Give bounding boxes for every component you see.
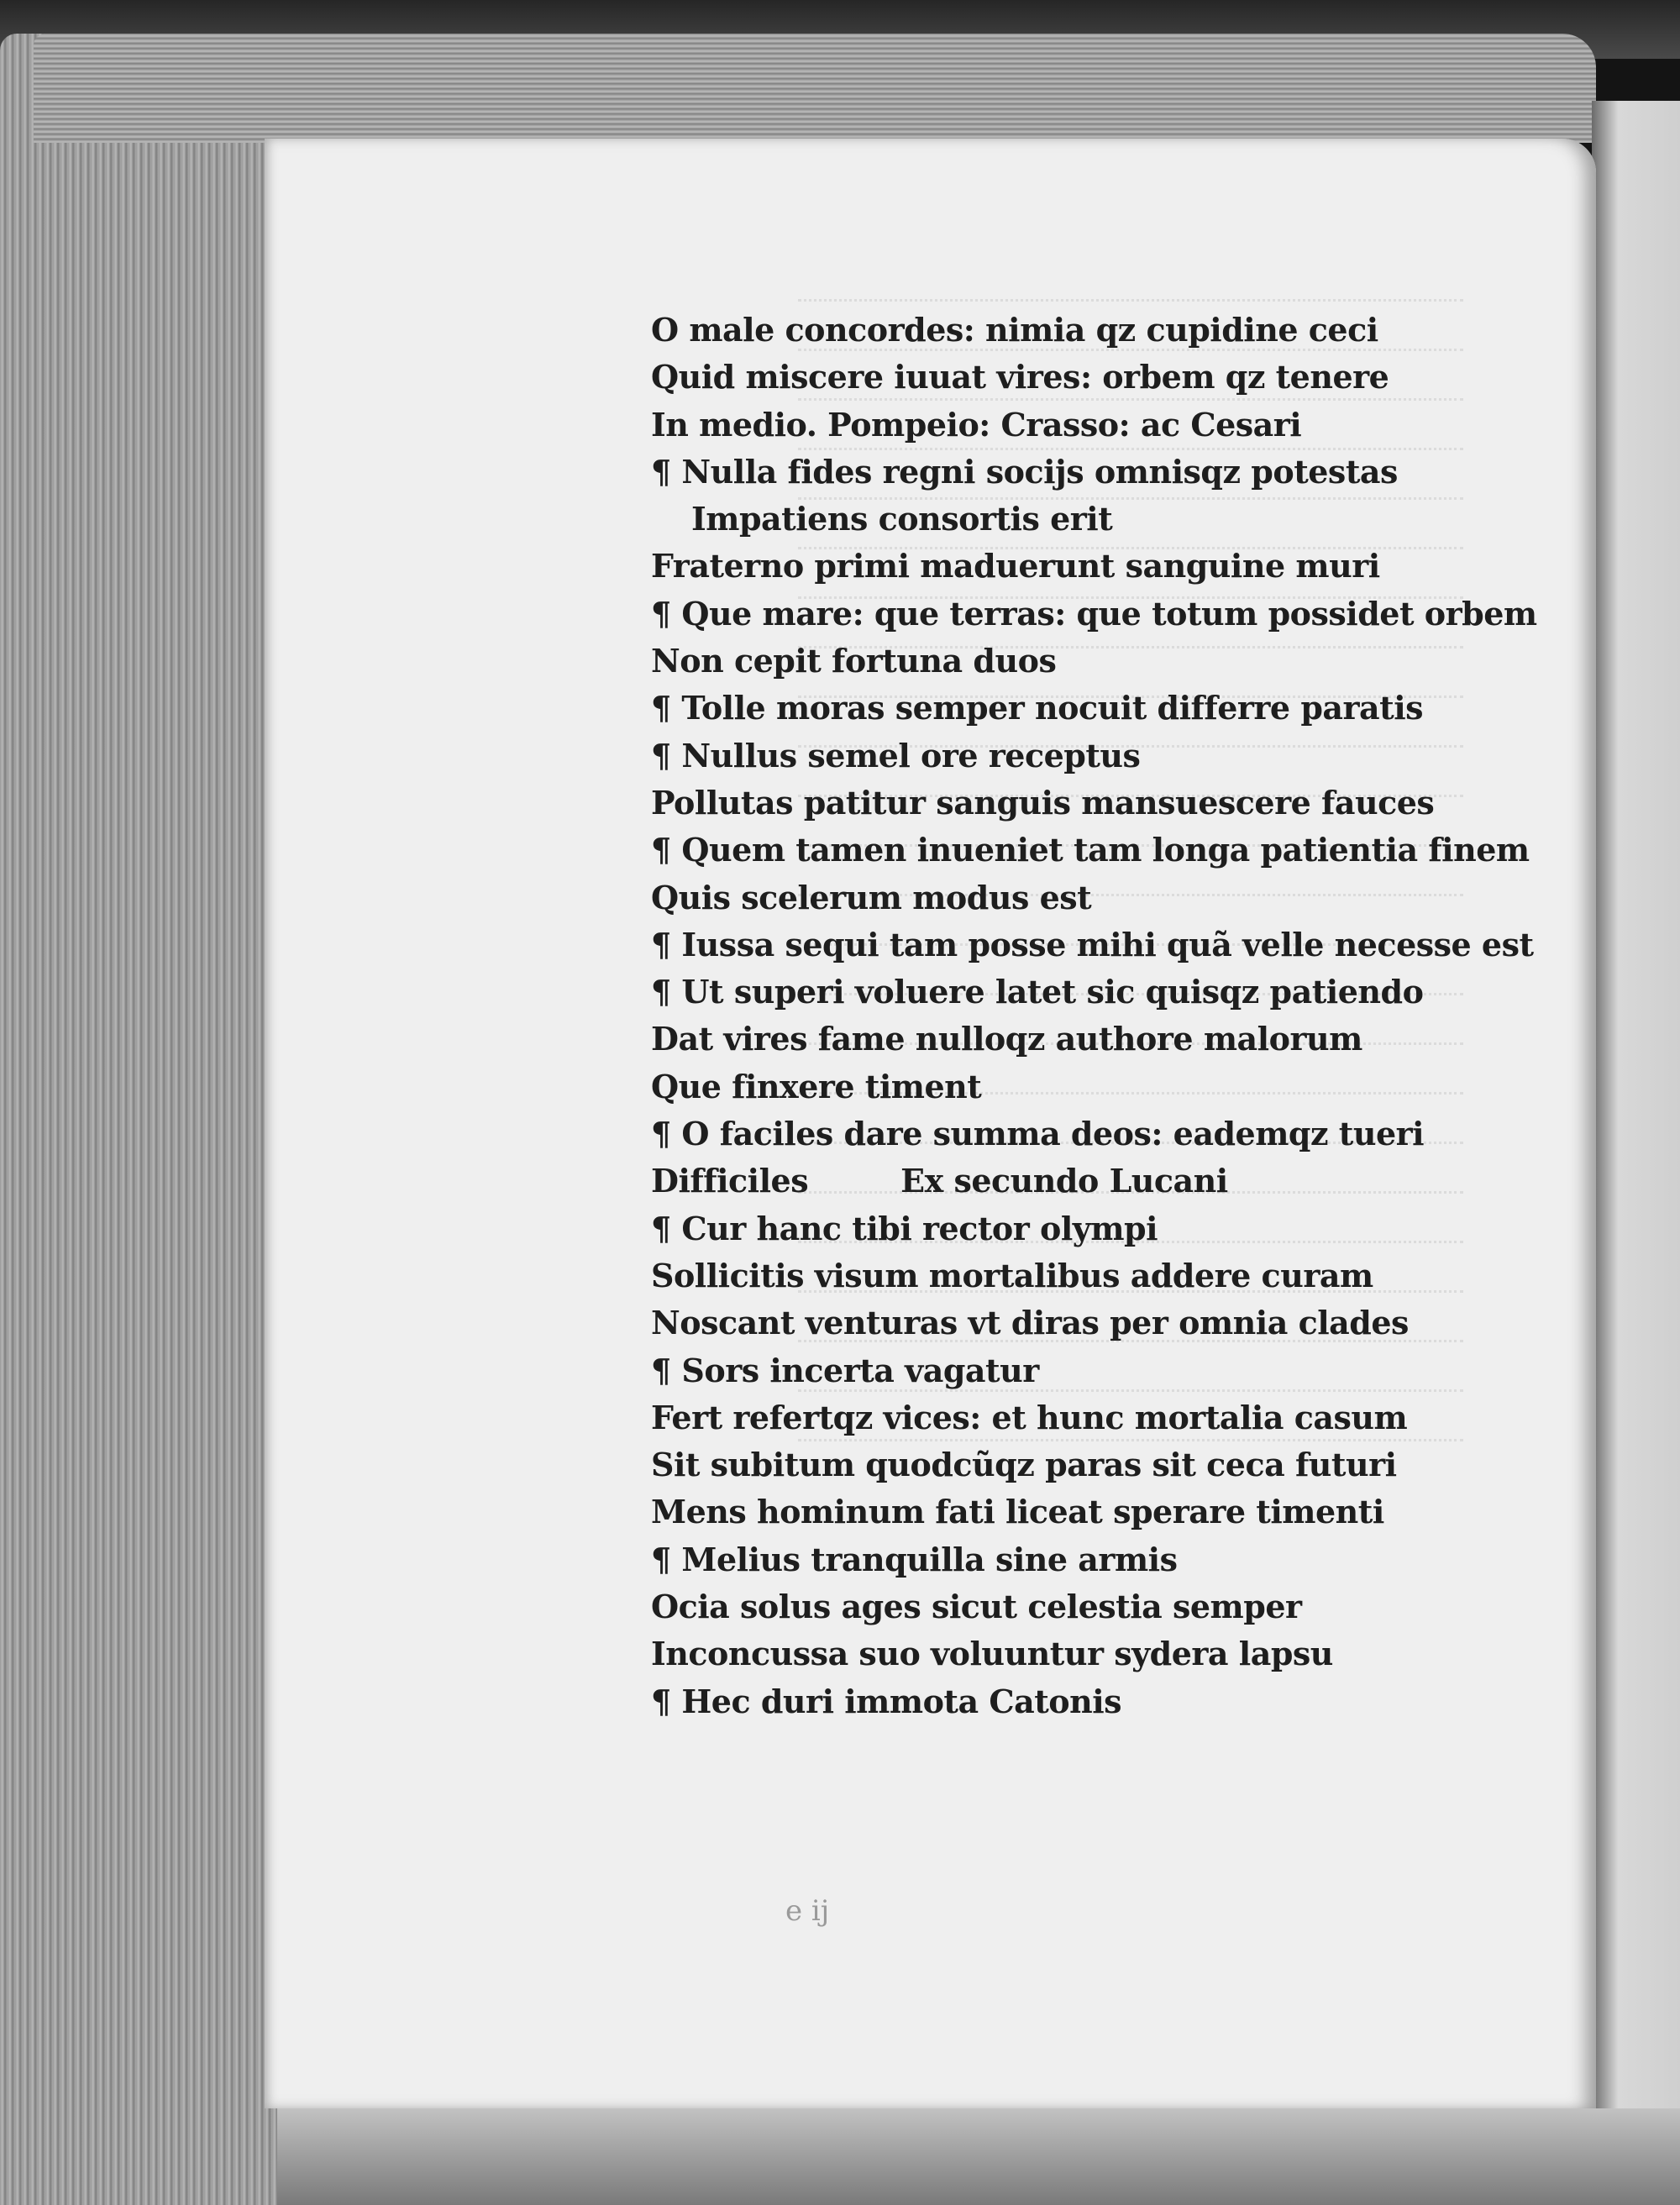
page-edges-top: [34, 34, 1596, 143]
text-line: Fraterno primi maduerunt sanguine muri: [651, 547, 1380, 585]
text-line: ¶ Quem tamen inueniet tam longa patientia finem: [651, 831, 1530, 869]
page-edges-bottom: [277, 2108, 1680, 2205]
text-line: Sollicitis visum mortalibus addere curam: [651, 1256, 1373, 1294]
text-line: ¶ Cur hanc tibi rector olympi: [651, 1209, 1158, 1247]
page-edges-left: [0, 34, 277, 2205]
text-line: Noscant venturas vt diras per omnia clades: [651, 1304, 1409, 1342]
text-line: Difficiles: [651, 1162, 809, 1200]
text-line: Quis scelerum modus est: [651, 878, 1092, 916]
text-line: Ocia solus ages sicut celestia semper: [651, 1588, 1302, 1626]
text-line: ¶ Que mare: que terras: que totum possidet orbem: [651, 594, 1537, 633]
text-line: ¶ O faciles dare summa deos: eademqz tueri: [651, 1115, 1425, 1153]
text-line: Pollutas patitur sanguis mansuescere fauces: [651, 783, 1435, 822]
text-line: In medio. Pompeio: Crasso: ac Cesari: [651, 405, 1302, 444]
facing-page-edge: [1592, 101, 1680, 2205]
text-line: ¶ Iussa sequi tam posse mihi quã velle necesse est: [651, 925, 1534, 963]
text-line: Inconcussa suo voluuntur sydera lapsu: [651, 1635, 1333, 1673]
text-line: ¶ Nulla fides regni socijs omnisqz potestas: [651, 452, 1398, 491]
text-line: Dat vires fame nulloqz authore malorum: [651, 1020, 1362, 1058]
text-line: ¶ Ut superi voluere latet sic quisqz patiendo: [651, 973, 1424, 1011]
text-block: [651, 307, 1537, 1725]
signature-mark: e ij: [785, 1894, 830, 1928]
text-line: Que finxere timent: [651, 1067, 982, 1105]
text-line: O male concordes: nimia qz cupidine ceci: [651, 311, 1378, 349]
text-line: ¶ Nullus semel ore receptus: [651, 736, 1141, 774]
text-line: ¶ Sors incerta vagatur: [651, 1351, 1039, 1389]
text-line: Impatiens consortis erit: [691, 500, 1113, 538]
text-line: ¶ Melius tranquilla sine armis: [651, 1540, 1178, 1578]
text-line-with-heading: [651, 1158, 1525, 1205]
text-line: Sit subitum quodcũqz paras sit ceca futuri: [651, 1446, 1397, 1484]
text-line: Mens hominum fati liceat sperare timenti: [651, 1493, 1384, 1531]
text-line: Non cepit fortuna duos: [651, 642, 1057, 680]
section-heading: Ex secundo Lucani: [900, 1162, 1228, 1200]
text-line: Quid miscere iuuat vires: orbem qz tenere: [651, 358, 1389, 396]
text-line: ¶ Hec duri immota Catonis: [651, 1682, 1122, 1720]
text-line: ¶ Tolle moras semper nocuit differre paratis: [651, 689, 1424, 727]
text-line: Fert refertqz vices: et hunc mortalia casum: [651, 1398, 1408, 1436]
